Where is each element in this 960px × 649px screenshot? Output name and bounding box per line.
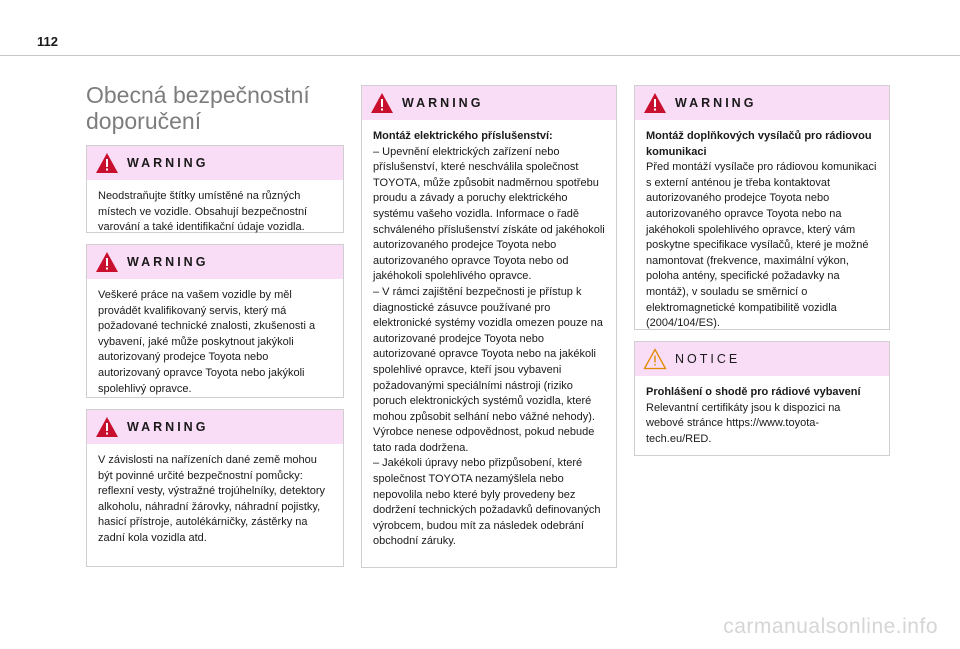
page-number: 112 [37,34,58,49]
top-divider [0,55,960,56]
warning-header [87,146,343,180]
warning-text: V závislosti na nařízeních dané země mohou být povinné určité bezpečnostní pomůcky: reflexní vesty, výstražné trojúhelníky, detektory alkoholu, náhradní žárovky, náhradní pojistky, hasicí přístroje, autolékárničky, zástěrky na zadní kola vozidla atd. [98,454,326,544]
warning-body [362,120,616,550]
warning-heading: Montáž doplňkových vysílačů pro rádiovou komunikaci [646,130,872,158]
warning-box-service [86,244,344,398]
warning-triangle-icon [370,92,394,114]
warning-text: Veškeré práce na vašem vozidle by měl provádět kvalifikovaný servis, který má požadované technické znalosti, zkušenosti a vybavení, jaké může poskytnout jakýkoli autorizovaný prodejce Toyota nebo autorizovaný opravce Toyota nebo jakýkoli spolehlivý opravce. [98,289,316,395]
warning-label: WARNING [127,255,209,269]
warning-body [635,120,889,332]
warning-body [87,180,343,236]
warning-label: WARNING [402,96,484,110]
warning-header [635,86,889,120]
warning-triangle-icon [95,251,119,273]
warning-triangle-icon [643,92,667,114]
warning-text-2: – V rámci zajištění bezpečnosti je přístup k diagnostické zásuvce používané pro elektronické systémy vozidla omezen pouze na autorizované prodejce Toyota nebo autorizované opravce Toyota nebo na jakékoli spolehlivé opravce, kteří jsou vybaveni požadovanými speciálními nástroji (riziko poruch elektronických systémů vozidla, které mohou způsobit selhání nebo vážné nehody). Výrobce nenese odpovědnost, pokud nebude tato rada dodržena. [373,285,603,454]
warning-body [87,279,343,397]
warning-label: WARNING [675,96,757,110]
notice-box-radio-conformity [634,341,890,456]
section-title: Obecná bezpečnostní doporučení [86,82,310,134]
notice-text: Relevantní certifikáty jsou k dispozici na webové stránce https://www.toyota-tech.eu/RED. [646,401,841,445]
warning-body [87,444,343,547]
warning-text-3: – Jakékoli úpravy nebo přizpůsobení, které společnost TOYOTA nezamýšlela nebo nepovolila nebo které byly provedeny bez dodržení technických požadavků definovaných výrobcem, budou mít za následek odebrání obchodní záruky. [373,457,601,548]
notice-header [635,342,889,376]
warning-box-electrical [361,85,617,568]
warning-label: WARNING [127,420,209,434]
warning-label: WARNING [127,156,209,170]
warning-triangle-icon [95,416,119,438]
notice-label: NOTICE [675,352,741,366]
warning-heading: Montáž elektrického příslušenství: [373,130,553,142]
warning-header [362,86,616,120]
warning-box-radio [634,85,890,330]
warning-header [87,410,343,444]
warning-text: Před montáží vysílače pro rádiovou komunikaci s externí anténou je třeba kontaktovat autorizovaného prodejce Toyota nebo autorizovaného opravce Toyota nebo na jakéhokoli spolehlivého opravce, který vám poskytne specifikace vysílačů, které je možné namontovat (frekvence, maximální výkon, poloha antény, specifické požadavky na montáž), v souladu se směrnicí o elektromagnetické kompatibilitě vozidla (2004/104/ES). [646,161,877,330]
warning-header [87,245,343,279]
watermark: carmanualsonline.info [723,615,938,638]
warning-triangle-icon [95,152,119,174]
warning-box-labels [86,145,344,233]
warning-box-equipment [86,409,344,567]
notice-body [635,376,889,447]
warning-text: – Upevnění elektrických zařízení nebo příslušenství, které neschválila společnost TOYOTA, může způsobit nadměrnou spotřebu proudu a závady a poruchy elektrického systému vašeho vozidla. Informace o řadě schváleného příslušenství získáte od jakéhokoli autorizovaného prodejce Toyota nebo autorizovaného opravce Toyota nebo od jakéhokoli spolehlivého opravce. [373,145,605,283]
notice-heading: Prohlášení o shodě pro rádiové vybavení [646,386,861,398]
warning-text: Neodstraňujte štítky umístěné na různých místech ve vozidle. Obsahují bezpečnostní varování a také identifikační údaje vozidla. [98,190,308,234]
notice-triangle-icon [643,348,667,370]
